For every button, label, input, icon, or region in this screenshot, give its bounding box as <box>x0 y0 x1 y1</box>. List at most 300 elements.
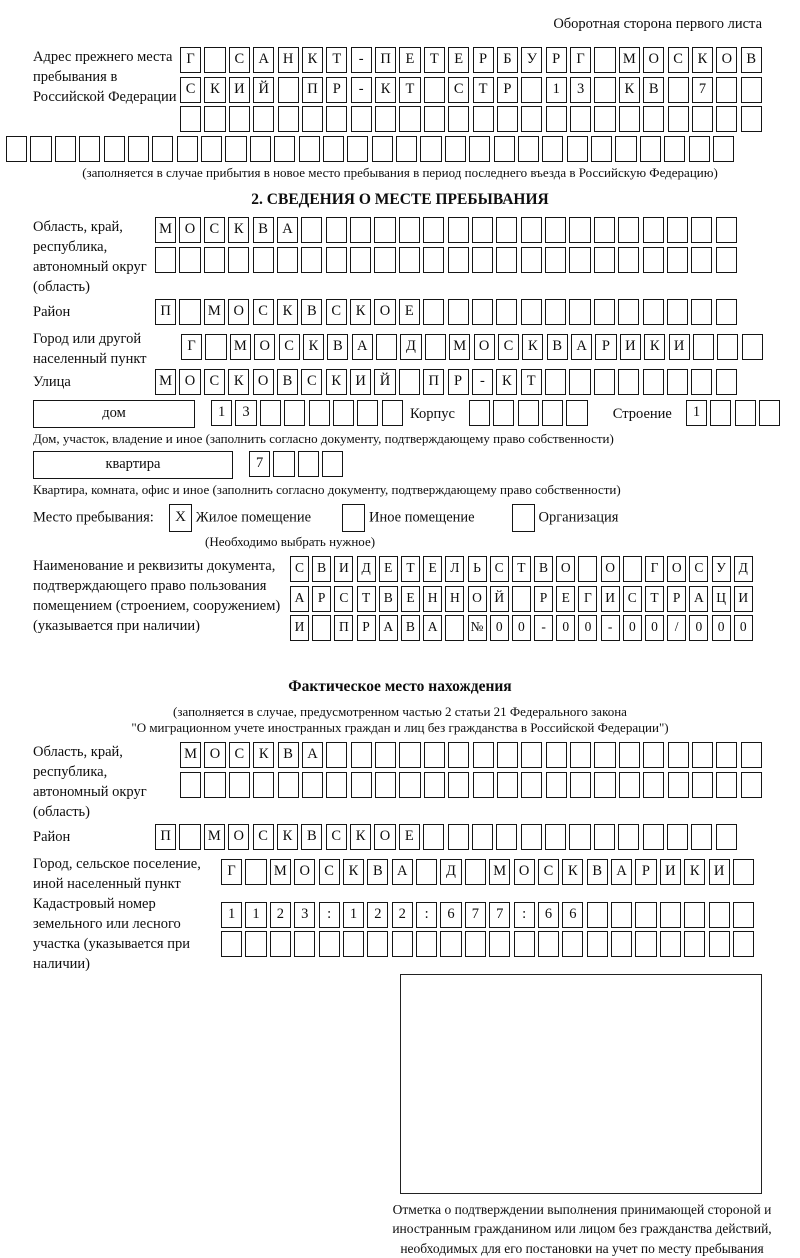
char-cell[interactable]: К <box>692 47 713 73</box>
char-cell[interactable] <box>423 247 444 273</box>
char-cell[interactable]: П <box>423 369 444 395</box>
char-cell[interactable] <box>375 772 396 798</box>
char-cell[interactable] <box>493 400 514 426</box>
char-cell[interactable] <box>323 136 344 162</box>
char-cell[interactable]: О <box>204 742 225 768</box>
char-cell[interactable]: О <box>474 334 495 360</box>
char-cell[interactable]: Р <box>595 334 616 360</box>
char-cell[interactable] <box>473 772 494 798</box>
char-cell[interactable]: О <box>643 47 664 73</box>
char-cell[interactable] <box>643 247 664 273</box>
char-cell[interactable]: Ц <box>712 586 731 612</box>
char-cell[interactable] <box>643 217 664 243</box>
char-cell[interactable]: 2 <box>392 902 413 928</box>
char-cell[interactable]: 6 <box>538 902 559 928</box>
char-cell[interactable]: 7 <box>489 902 510 928</box>
char-cell[interactable]: Е <box>399 299 420 325</box>
char-cell[interactable] <box>399 106 420 132</box>
char-cell[interactable]: К <box>562 859 583 885</box>
char-cell[interactable] <box>545 217 566 243</box>
char-cell[interactable]: Р <box>635 859 656 885</box>
char-cell[interactable]: О <box>228 299 249 325</box>
char-cell[interactable]: С <box>301 369 322 395</box>
char-cell[interactable] <box>521 77 542 103</box>
char-cell[interactable] <box>716 772 737 798</box>
char-cell[interactable] <box>350 247 371 273</box>
char-cell[interactable]: А <box>290 586 309 612</box>
char-cell[interactable]: О <box>667 556 686 582</box>
char-cell[interactable] <box>692 772 713 798</box>
char-cell[interactable] <box>472 217 493 243</box>
char-cell[interactable]: С <box>490 556 509 582</box>
char-cell[interactable]: В <box>301 299 322 325</box>
char-cell[interactable] <box>594 77 615 103</box>
char-cell[interactable]: И <box>669 334 690 360</box>
char-cell[interactable]: - <box>601 615 620 641</box>
apartment-number-cells[interactable] <box>249 451 347 477</box>
char-cell[interactable]: 7 <box>249 451 270 477</box>
char-cell[interactable]: И <box>229 77 250 103</box>
other-premises-checkbox[interactable] <box>342 504 365 532</box>
char-cell[interactable]: 0 <box>490 615 509 641</box>
fact-city-row[interactable] <box>221 859 757 885</box>
char-cell[interactable] <box>521 824 542 850</box>
char-cell[interactable] <box>179 824 200 850</box>
char-cell[interactable] <box>472 824 493 850</box>
prev-address-row-3[interactable] <box>180 106 765 132</box>
char-cell[interactable]: В <box>587 859 608 885</box>
char-cell[interactable]: О <box>179 369 200 395</box>
char-cell[interactable] <box>667 299 688 325</box>
cadastral-row-1[interactable] <box>221 902 757 928</box>
char-cell[interactable] <box>735 400 756 426</box>
char-cell[interactable] <box>717 334 738 360</box>
char-cell[interactable] <box>326 742 347 768</box>
char-cell[interactable]: Д <box>440 859 461 885</box>
char-cell[interactable] <box>399 247 420 273</box>
char-cell[interactable]: К <box>350 824 371 850</box>
char-cell[interactable] <box>733 931 754 957</box>
char-cell[interactable]: Г <box>578 586 597 612</box>
korpus-cells[interactable] <box>469 400 591 426</box>
char-cell[interactable] <box>278 77 299 103</box>
char-cell[interactable]: И <box>709 859 730 885</box>
char-cell[interactable] <box>689 136 710 162</box>
char-cell[interactable] <box>497 772 518 798</box>
char-cell[interactable] <box>326 247 347 273</box>
char-cell[interactable]: Т <box>401 556 420 582</box>
char-cell[interactable]: Т <box>645 586 664 612</box>
char-cell[interactable]: М <box>204 824 225 850</box>
char-cell[interactable]: В <box>643 77 664 103</box>
char-cell[interactable] <box>392 931 413 957</box>
char-cell[interactable] <box>496 824 517 850</box>
char-cell[interactable]: Р <box>534 586 553 612</box>
char-cell[interactable] <box>423 824 444 850</box>
char-cell[interactable] <box>562 931 583 957</box>
char-cell[interactable]: А <box>611 859 632 885</box>
char-cell[interactable]: А <box>392 859 413 885</box>
char-cell[interactable]: И <box>334 556 353 582</box>
char-cell[interactable] <box>448 247 469 273</box>
char-cell[interactable]: А <box>571 334 592 360</box>
char-cell[interactable] <box>423 299 444 325</box>
char-cell[interactable] <box>273 451 294 477</box>
char-cell[interactable] <box>309 400 330 426</box>
char-cell[interactable]: Б <box>497 47 518 73</box>
char-cell[interactable] <box>180 106 201 132</box>
residential-checkbox[interactable]: X <box>169 504 192 532</box>
char-cell[interactable]: К <box>204 77 225 103</box>
char-cell[interactable] <box>667 369 688 395</box>
char-cell[interactable] <box>465 859 486 885</box>
char-cell[interactable] <box>448 217 469 243</box>
char-cell[interactable] <box>152 136 173 162</box>
char-cell[interactable] <box>55 136 76 162</box>
char-cell[interactable] <box>253 247 274 273</box>
char-cell[interactable]: С <box>229 47 250 73</box>
char-cell[interactable] <box>448 106 469 132</box>
char-cell[interactable]: 1 <box>211 400 232 426</box>
char-cell[interactable]: О <box>716 47 737 73</box>
char-cell[interactable] <box>343 931 364 957</box>
char-cell[interactable]: П <box>334 615 353 641</box>
char-cell[interactable]: Т <box>326 47 347 73</box>
char-cell[interactable]: С <box>538 859 559 885</box>
char-cell[interactable] <box>611 902 632 928</box>
char-cell[interactable] <box>716 742 737 768</box>
char-cell[interactable]: Е <box>448 47 469 73</box>
char-cell[interactable] <box>351 772 372 798</box>
char-cell[interactable]: 0 <box>578 615 597 641</box>
char-cell[interactable]: В <box>253 217 274 243</box>
char-cell[interactable] <box>570 742 591 768</box>
char-cell[interactable] <box>333 400 354 426</box>
char-cell[interactable] <box>587 931 608 957</box>
char-cell[interactable]: К <box>350 299 371 325</box>
char-cell[interactable]: С <box>279 334 300 360</box>
char-cell[interactable] <box>448 742 469 768</box>
char-cell[interactable] <box>225 136 246 162</box>
char-cell[interactable]: Г <box>180 47 201 73</box>
char-cell[interactable] <box>205 334 226 360</box>
char-cell[interactable] <box>716 299 737 325</box>
char-cell[interactable] <box>375 106 396 132</box>
char-cell[interactable]: У <box>712 556 731 582</box>
char-cell[interactable]: 2 <box>367 902 388 928</box>
char-cell[interactable]: А <box>253 47 274 73</box>
char-cell[interactable] <box>382 400 403 426</box>
char-cell[interactable] <box>424 106 445 132</box>
document-row-1[interactable] <box>290 556 756 582</box>
char-cell[interactable]: С <box>623 586 642 612</box>
char-cell[interactable]: Е <box>423 556 442 582</box>
fact-district-row[interactable] <box>155 824 740 850</box>
char-cell[interactable]: 7 <box>465 902 486 928</box>
char-cell[interactable]: - <box>534 615 553 641</box>
char-cell[interactable] <box>448 299 469 325</box>
char-cell[interactable] <box>643 824 664 850</box>
char-cell[interactable]: 0 <box>689 615 708 641</box>
char-cell[interactable]: О <box>253 369 274 395</box>
char-cell[interactable]: Т <box>424 47 445 73</box>
char-cell[interactable]: О <box>294 859 315 885</box>
char-cell[interactable]: К <box>644 334 665 360</box>
char-cell[interactable] <box>640 136 661 162</box>
char-cell[interactable]: С <box>204 217 225 243</box>
char-cell[interactable]: К <box>302 47 323 73</box>
char-cell[interactable] <box>569 824 590 850</box>
char-cell[interactable] <box>399 369 420 395</box>
char-cell[interactable]: В <box>301 824 322 850</box>
char-cell[interactable] <box>619 742 640 768</box>
char-cell[interactable]: И <box>620 334 641 360</box>
char-cell[interactable] <box>250 136 271 162</box>
char-cell[interactable] <box>759 400 780 426</box>
char-cell[interactable] <box>424 772 445 798</box>
char-cell[interactable] <box>741 742 762 768</box>
char-cell[interactable] <box>542 400 563 426</box>
char-cell[interactable]: О <box>179 217 200 243</box>
char-cell[interactable] <box>253 106 274 132</box>
char-cell[interactable]: Г <box>570 47 591 73</box>
char-cell[interactable]: М <box>230 334 251 360</box>
house-type-box[interactable]: дом <box>33 400 195 428</box>
city-row[interactable] <box>181 334 766 360</box>
char-cell[interactable]: С <box>204 369 225 395</box>
char-cell[interactable] <box>567 136 588 162</box>
char-cell[interactable] <box>741 106 762 132</box>
char-cell[interactable] <box>30 136 51 162</box>
char-cell[interactable]: 3 <box>235 400 256 426</box>
char-cell[interactable] <box>497 742 518 768</box>
char-cell[interactable]: В <box>312 556 331 582</box>
char-cell[interactable]: И <box>350 369 371 395</box>
char-cell[interactable] <box>420 136 441 162</box>
char-cell[interactable] <box>660 931 681 957</box>
char-cell[interactable]: Т <box>512 556 531 582</box>
char-cell[interactable] <box>179 299 200 325</box>
char-cell[interactable]: М <box>155 369 176 395</box>
char-cell[interactable] <box>445 615 464 641</box>
char-cell[interactable] <box>691 217 712 243</box>
char-cell[interactable]: О <box>601 556 620 582</box>
char-cell[interactable] <box>469 400 490 426</box>
char-cell[interactable] <box>494 136 515 162</box>
char-cell[interactable] <box>270 931 291 957</box>
char-cell[interactable] <box>372 136 393 162</box>
char-cell[interactable] <box>618 824 639 850</box>
char-cell[interactable]: О <box>374 824 395 850</box>
char-cell[interactable] <box>351 742 372 768</box>
char-cell[interactable] <box>229 772 250 798</box>
char-cell[interactable]: № <box>468 615 487 641</box>
char-cell[interactable]: О <box>514 859 535 885</box>
char-cell[interactable] <box>569 369 590 395</box>
char-cell[interactable] <box>302 106 323 132</box>
char-cell[interactable] <box>619 106 640 132</box>
char-cell[interactable] <box>399 217 420 243</box>
char-cell[interactable]: С <box>290 556 309 582</box>
char-cell[interactable]: 6 <box>562 902 583 928</box>
char-cell[interactable] <box>521 106 542 132</box>
char-cell[interactable] <box>709 902 730 928</box>
char-cell[interactable]: О <box>374 299 395 325</box>
char-cell[interactable] <box>294 931 315 957</box>
char-cell[interactable]: В <box>367 859 388 885</box>
char-cell[interactable]: М <box>489 859 510 885</box>
char-cell[interactable] <box>496 247 517 273</box>
char-cell[interactable] <box>512 586 531 612</box>
char-cell[interactable]: Г <box>181 334 202 360</box>
char-cell[interactable] <box>664 136 685 162</box>
char-cell[interactable] <box>691 824 712 850</box>
char-cell[interactable] <box>611 931 632 957</box>
char-cell[interactable] <box>301 247 322 273</box>
char-cell[interactable] <box>284 400 305 426</box>
char-cell[interactable] <box>374 217 395 243</box>
char-cell[interactable] <box>423 217 444 243</box>
char-cell[interactable]: С <box>334 586 353 612</box>
char-cell[interactable]: Р <box>357 615 376 641</box>
char-cell[interactable] <box>578 556 597 582</box>
char-cell[interactable]: Д <box>357 556 376 582</box>
char-cell[interactable]: 7 <box>692 77 713 103</box>
char-cell[interactable]: Е <box>399 824 420 850</box>
char-cell[interactable] <box>245 931 266 957</box>
char-cell[interactable] <box>569 299 590 325</box>
char-cell[interactable] <box>253 772 274 798</box>
char-cell[interactable] <box>357 400 378 426</box>
cadastral-row-2[interactable] <box>221 931 757 957</box>
char-cell[interactable]: Ь <box>468 556 487 582</box>
char-cell[interactable] <box>496 217 517 243</box>
char-cell[interactable] <box>514 931 535 957</box>
char-cell[interactable] <box>570 106 591 132</box>
char-cell[interactable]: А <box>379 615 398 641</box>
char-cell[interactable] <box>618 369 639 395</box>
char-cell[interactable]: 2 <box>270 902 291 928</box>
region-row-2[interactable] <box>155 247 740 273</box>
char-cell[interactable]: - <box>351 77 372 103</box>
char-cell[interactable] <box>538 931 559 957</box>
char-cell[interactable] <box>716 217 737 243</box>
char-cell[interactable] <box>204 47 225 73</box>
char-cell[interactable]: 1 <box>686 400 707 426</box>
char-cell[interactable] <box>709 931 730 957</box>
char-cell[interactable] <box>302 772 323 798</box>
char-cell[interactable] <box>497 106 518 132</box>
char-cell[interactable] <box>594 47 615 73</box>
char-cell[interactable]: О <box>228 824 249 850</box>
char-cell[interactable] <box>643 299 664 325</box>
char-cell[interactable] <box>668 742 689 768</box>
char-cell[interactable]: 0 <box>556 615 575 641</box>
char-cell[interactable] <box>594 742 615 768</box>
char-cell[interactable] <box>668 106 689 132</box>
char-cell[interactable] <box>274 136 295 162</box>
char-cell[interactable]: Д <box>400 334 421 360</box>
char-cell[interactable]: 0 <box>734 615 753 641</box>
char-cell[interactable]: : <box>514 902 535 928</box>
char-cell[interactable]: 6 <box>440 902 461 928</box>
char-cell[interactable]: 1 <box>546 77 567 103</box>
char-cell[interactable] <box>399 742 420 768</box>
char-cell[interactable] <box>180 772 201 798</box>
char-cell[interactable] <box>618 299 639 325</box>
char-cell[interactable]: К <box>343 859 364 885</box>
street-row[interactable] <box>155 369 740 395</box>
char-cell[interactable]: С <box>689 556 708 582</box>
char-cell[interactable]: Л <box>445 556 464 582</box>
char-cell[interactable]: Р <box>473 47 494 73</box>
char-cell[interactable]: Р <box>546 47 567 73</box>
char-cell[interactable]: К <box>496 369 517 395</box>
char-cell[interactable]: С <box>229 742 250 768</box>
char-cell[interactable]: А <box>302 742 323 768</box>
char-cell[interactable] <box>416 859 437 885</box>
char-cell[interactable]: Г <box>645 556 664 582</box>
char-cell[interactable]: 3 <box>294 902 315 928</box>
char-cell[interactable]: / <box>667 615 686 641</box>
char-cell[interactable]: М <box>204 299 225 325</box>
char-cell[interactable] <box>692 106 713 132</box>
organization-checkbox[interactable] <box>512 504 535 532</box>
char-cell[interactable] <box>566 400 587 426</box>
char-cell[interactable]: Е <box>399 47 420 73</box>
char-cell[interactable] <box>545 299 566 325</box>
char-cell[interactable]: С <box>180 77 201 103</box>
char-cell[interactable]: Д <box>734 556 753 582</box>
char-cell[interactable] <box>204 772 225 798</box>
char-cell[interactable]: К <box>253 742 274 768</box>
char-cell[interactable] <box>128 136 149 162</box>
char-cell[interactable] <box>643 106 664 132</box>
char-cell[interactable]: Р <box>326 77 347 103</box>
char-cell[interactable]: П <box>302 77 323 103</box>
char-cell[interactable]: Р <box>497 77 518 103</box>
document-row-2[interactable] <box>290 586 756 612</box>
district-row[interactable] <box>155 299 740 325</box>
char-cell[interactable] <box>716 106 737 132</box>
char-cell[interactable] <box>518 400 539 426</box>
char-cell[interactable] <box>716 824 737 850</box>
char-cell[interactable] <box>713 136 734 162</box>
char-cell[interactable] <box>229 106 250 132</box>
char-cell[interactable]: Е <box>556 586 575 612</box>
char-cell[interactable]: И <box>660 859 681 885</box>
char-cell[interactable]: К <box>228 217 249 243</box>
char-cell[interactable] <box>204 106 225 132</box>
char-cell[interactable]: П <box>155 299 176 325</box>
char-cell[interactable] <box>312 615 331 641</box>
char-cell[interactable] <box>104 136 125 162</box>
char-cell[interactable]: Й <box>253 77 274 103</box>
char-cell[interactable] <box>615 136 636 162</box>
char-cell[interactable] <box>570 772 591 798</box>
char-cell[interactable] <box>643 742 664 768</box>
char-cell[interactable] <box>692 742 713 768</box>
char-cell[interactable]: К <box>228 369 249 395</box>
char-cell[interactable]: К <box>619 77 640 103</box>
char-cell[interactable]: В <box>379 586 398 612</box>
char-cell[interactable]: К <box>522 334 543 360</box>
char-cell[interactable] <box>496 299 517 325</box>
char-cell[interactable] <box>278 772 299 798</box>
char-cell[interactable]: М <box>270 859 291 885</box>
char-cell[interactable]: С <box>498 334 519 360</box>
char-cell[interactable]: В <box>277 369 298 395</box>
